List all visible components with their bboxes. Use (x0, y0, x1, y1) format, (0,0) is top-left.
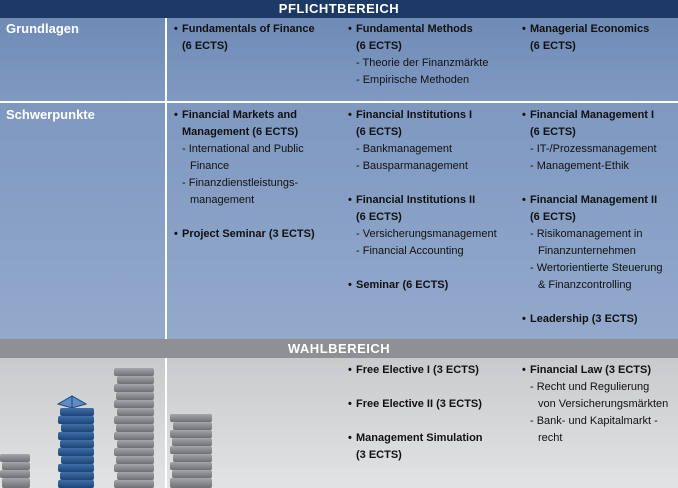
course-ects: (6 ECTS) (182, 40, 228, 52)
book-stack-gray (0, 454, 30, 488)
course-title: Fundamentals of Finance (182, 23, 315, 35)
course-title: Leadership (3 ECTS) (530, 313, 638, 325)
book-stack-blue (58, 396, 94, 488)
schwerpunkte-col3: • Financial Management I (6 ECTS) - IT-/Prozessmanagement - Management-Ethik • Financial Management II (6 ECTS) - Risikomanagement in Finanzunternehmen - Wertorientierte Steuerung & Finanzcontrolling • Leadership (3 ECTS) (522, 107, 678, 328)
course-sub: - Wertorientierte Steuerung (530, 262, 663, 274)
wahlbereich-col2: • Free Elective I (3 ECTS) • Free Elective II (3 ECTS) • Management Simulation (3 ECTS) (348, 362, 518, 464)
course-sub-cont: Finanzunternehmen (538, 245, 636, 257)
course-ects: (6 ECTS) (356, 126, 402, 138)
schwerpunkte-col1: • Financial Markets and Management (6 ECTS) - International and Public Finance - Finanzdienstleistungs- management • Project Seminar (3 ECTS) (174, 107, 344, 243)
course-title: Seminar (6 ECTS) (356, 279, 449, 291)
course-sub: - Financial Accounting (356, 245, 464, 257)
course-title: Financial Institutions II (356, 194, 476, 206)
course-sub: - International and Public (182, 143, 304, 155)
course-title: Managerial Economics (530, 23, 650, 35)
course-sub-cont: & Finanzcontrolling (538, 279, 632, 291)
course-ects: (6 ECTS) (356, 211, 402, 223)
pflichtbereich-header: PFLICHTBEREICH (0, 0, 678, 18)
course-sub: - Theorie der Finanzmärkte (356, 57, 489, 69)
column-divider (165, 103, 167, 339)
course-title: Financial Management II (530, 194, 658, 206)
course-sub: - IT-/Prozessmanagement (530, 143, 657, 155)
schwerpunkte-label: Schwerpunkte (6, 107, 95, 122)
book-stacks-illustration (0, 358, 165, 488)
course-sub-cont: recht (538, 432, 563, 444)
course-sub: - Bausparmanagement (356, 160, 468, 172)
course-ects: (6 ECTS) (356, 40, 402, 52)
column-divider (165, 358, 167, 488)
course-ects: (6 ECTS) (530, 211, 576, 223)
course-sub: - Risikomanagement in (530, 228, 643, 240)
course-sub-cont: Finance (190, 160, 230, 172)
course-sub: - Empirische Methoden (356, 74, 470, 86)
book-stack-gray-small (168, 408, 218, 488)
course-sub: - Bank- und Kapitalmarkt - (530, 415, 658, 427)
grundlagen-col1: • Fundamentals of Finance (6 ECTS) (174, 21, 344, 55)
grundlagen-label: Grundlagen (6, 21, 79, 36)
course-sub: - Finanzdienstleistungs- (182, 177, 299, 189)
course-title-cont: Management (6 ECTS) (182, 126, 299, 138)
course-title: Fundamental Methods (356, 23, 473, 35)
schwerpunkte-col2: • Financial Institutions I (6 ECTS) - Bankmanagement - Bausparmanagement • Financial Institutions II (6 ECTS) - Versicherungsmanagement - Financial Accounting • Seminar (6 ECTS) (348, 107, 518, 294)
course-title: Financial Management I (530, 109, 655, 121)
book-stack-gray-tall (114, 368, 154, 488)
course-title: Management Simulation (356, 432, 483, 444)
course-title: Free Elective II (3 ECTS) (356, 398, 482, 410)
course-sub: - Bankmanagement (356, 143, 452, 155)
wahlbereich-col3: • Financial Law (3 ECTS) - Recht und Regulierung von Versicherungsmärkten - Bank- und Kapitalmarkt - recht (522, 362, 678, 447)
column-divider (165, 18, 167, 101)
course-ects: (3 ECTS) (356, 449, 402, 461)
grundlagen-col3: • Managerial Economics (6 ECTS) (522, 21, 678, 55)
course-title: Financial Markets and (182, 109, 297, 121)
course-ects: (6 ECTS) (530, 126, 576, 138)
wahlbereich-header: WAHLBEREICH (0, 339, 678, 358)
course-sub: - Versicherungsmanagement (356, 228, 497, 240)
course-title: Financial Institutions I (356, 109, 473, 121)
course-title: Project Seminar (3 ECTS) (182, 228, 315, 240)
course-sub-cont: von Versicherungsmärkten (538, 398, 669, 410)
course-sub: - Recht und Regulierung (530, 381, 650, 393)
course-sub-cont: management (190, 194, 255, 206)
grundlagen-col2: • Fundamental Methods (6 ECTS) - Theorie der Finanzmärkte - Empirische Methoden (348, 21, 518, 89)
course-title: Free Elective I (3 ECTS) (356, 364, 479, 376)
course-ects: (6 ECTS) (530, 40, 576, 52)
course-sub: - Management-Ethik (530, 160, 630, 172)
course-title: Financial Law (3 ECTS) (530, 364, 652, 376)
